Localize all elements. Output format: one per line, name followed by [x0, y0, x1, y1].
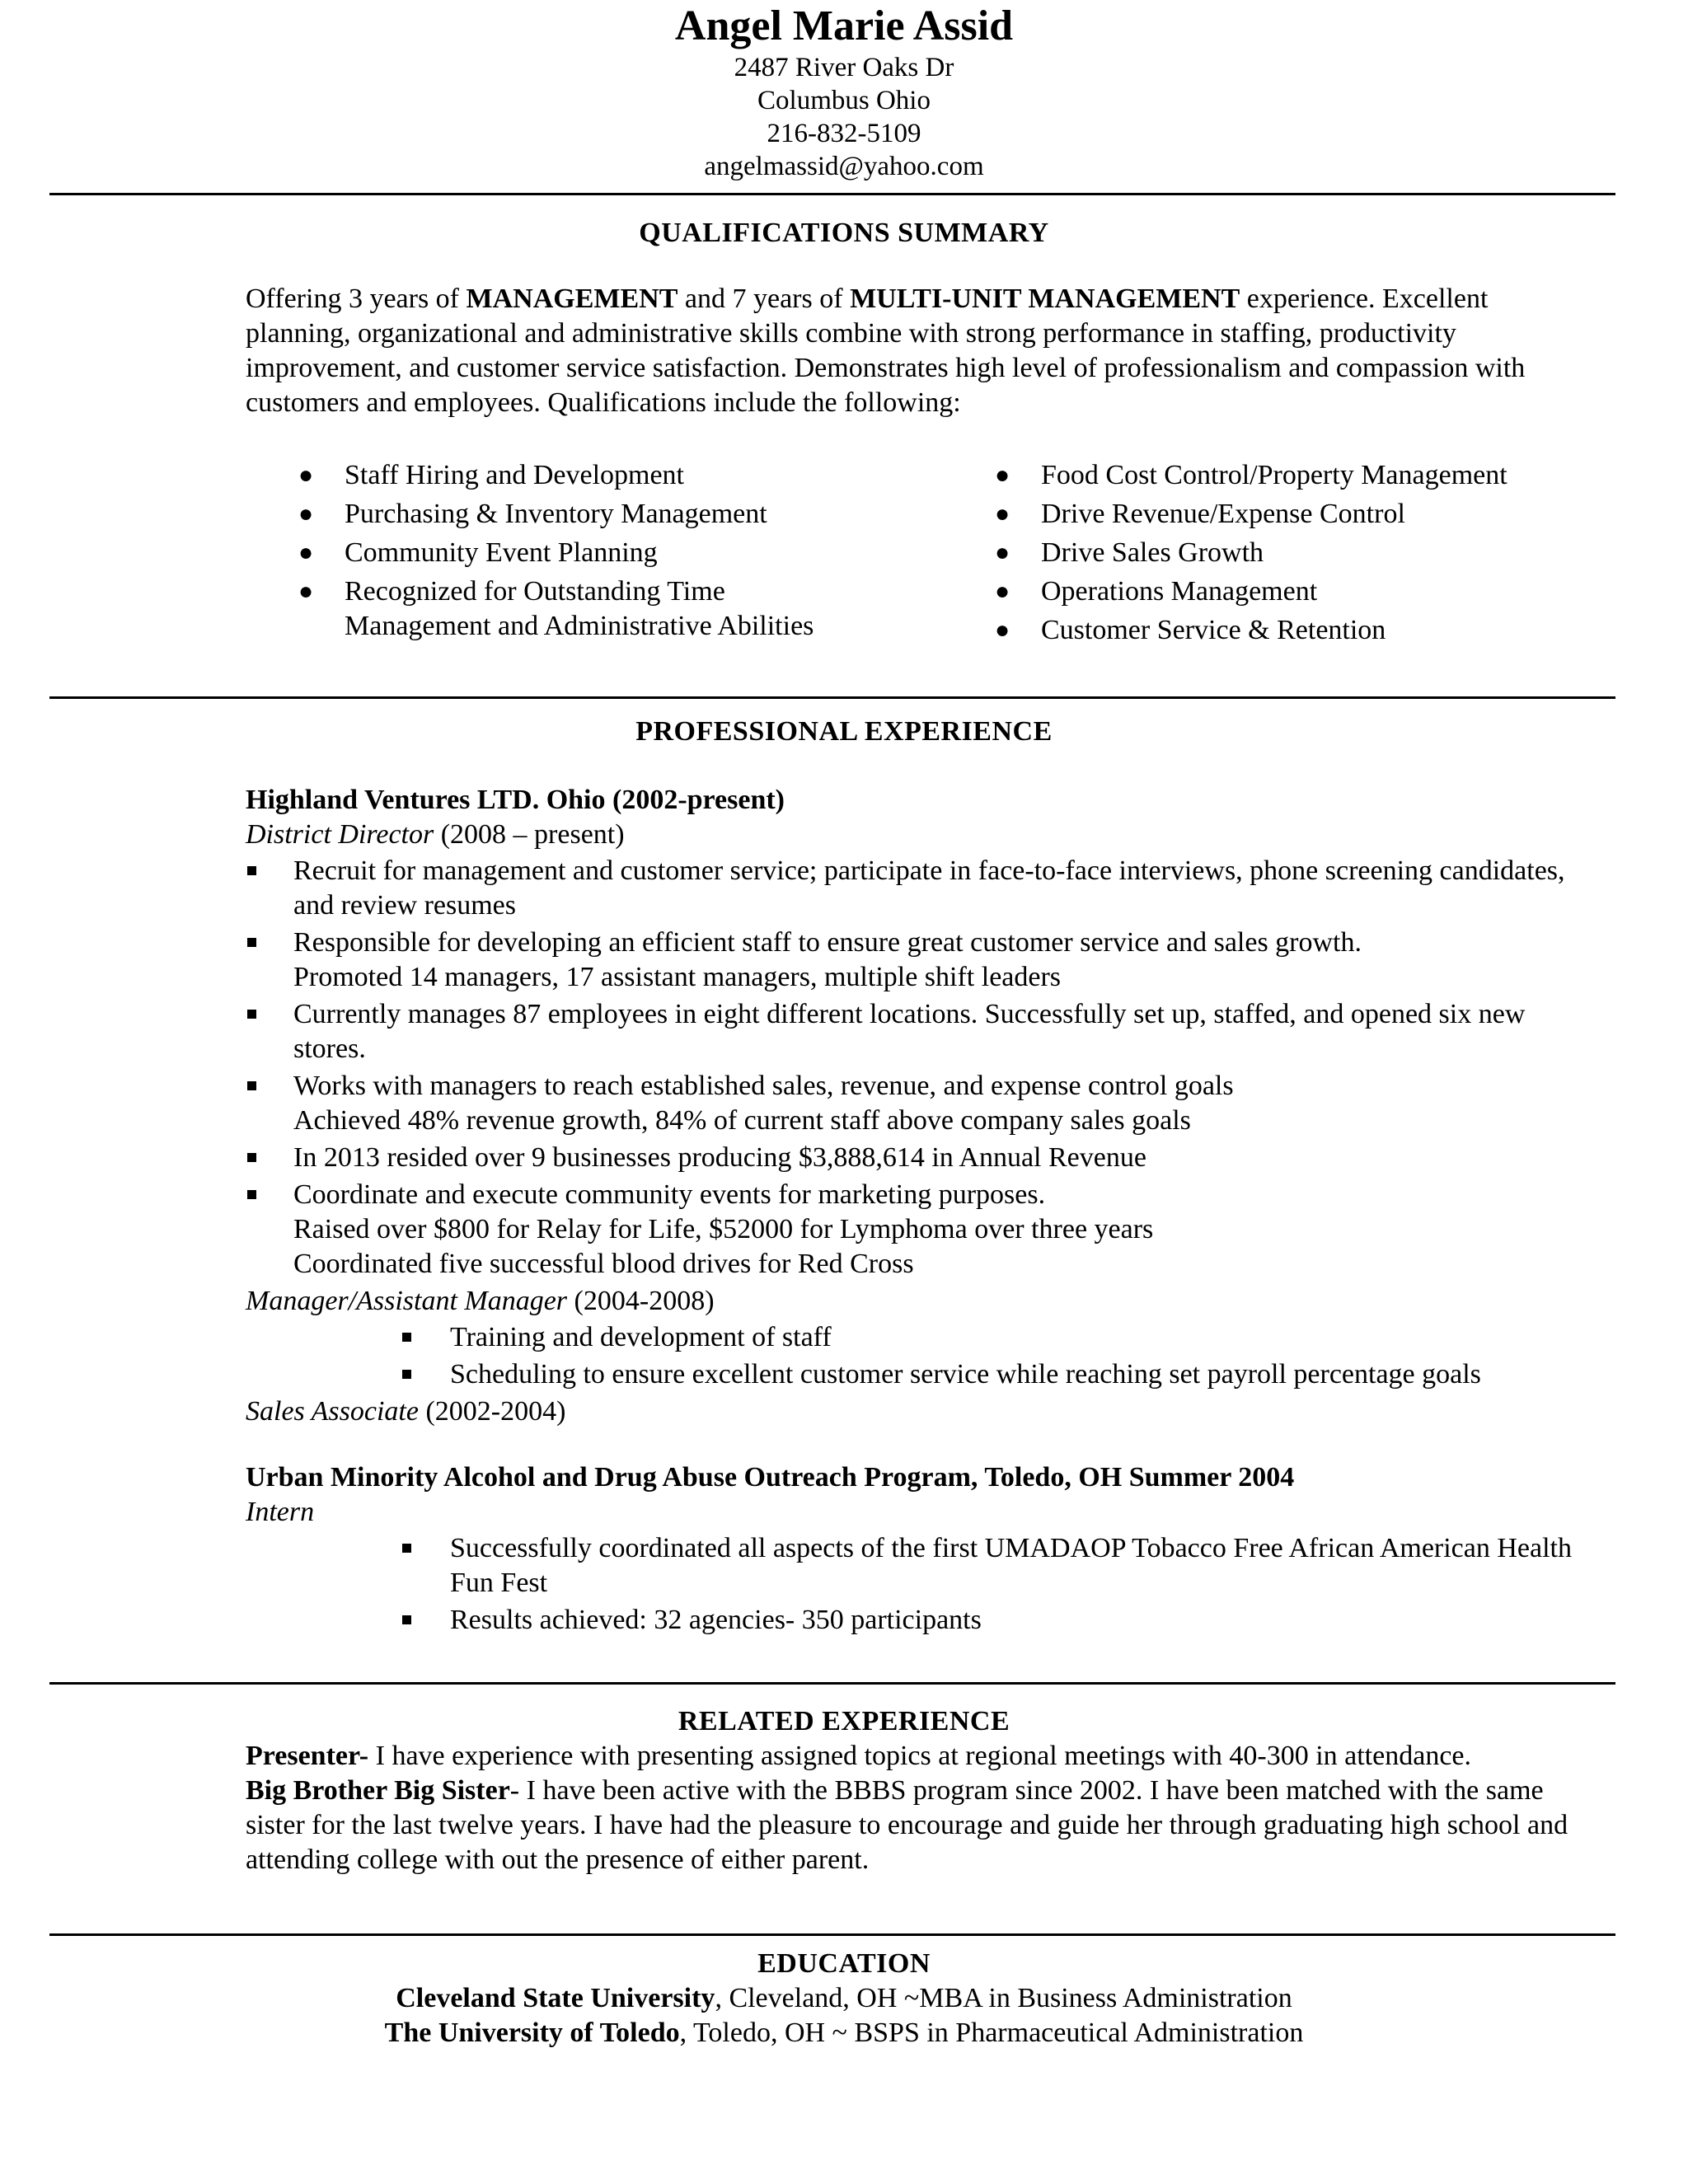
- qualifications-list-right: [990, 458, 1616, 652]
- bullet-line: Responsible for developing an efficient staff to ensure great customer service and sales growth.: [293, 927, 1362, 958]
- list-item: [246, 1320, 1581, 1355]
- role-dates: (2002-2004): [418, 1396, 566, 1427]
- bullet-icon: ●: [994, 500, 1010, 527]
- list-item-text: Community Event Planning: [345, 537, 658, 568]
- square-bullet-icon: [247, 1153, 256, 1162]
- bullet-line: Coordinated five successful blood drives for Red Cross: [293, 1249, 914, 1279]
- school-detail: , Toledo, OH ~ BSPS in Pharmaceutical Administration: [679, 2018, 1304, 2048]
- bullet-icon: ●: [298, 578, 314, 605]
- bullet-line: Recruit for management and customer service; participate in face-to-face interviews, phone screening candidates, and review resumes: [293, 855, 1565, 921]
- role-title: Manager/Assistant Manager: [246, 1286, 568, 1316]
- list-item-text: Purchasing & Inventory Management: [345, 499, 767, 529]
- list-item-text: Drive Revenue/Expense Control: [1041, 499, 1405, 529]
- list-item: [293, 574, 821, 644]
- role-title: Sales Associate: [246, 1396, 419, 1427]
- divider-rule: [49, 1682, 1615, 1685]
- related-text: I have experience with presenting assigned topics at regional meetings with 40-300 in attendance.: [368, 1741, 1471, 1771]
- related-heading: RELATED EXPERIENCE: [678, 1706, 1010, 1736]
- bullet-line: Training and development of staff: [450, 1322, 832, 1352]
- list-item: [990, 613, 1616, 648]
- list-item-text: Drive Sales Growth: [1041, 537, 1264, 568]
- bullet-line: Achieved 48% revenue growth, 84% of current staff above company sales goals: [293, 1105, 1191, 1136]
- role-dates: (2008 – present): [434, 819, 625, 850]
- contact-header: [0, 0, 1688, 183]
- education-section: [0, 1947, 1688, 2050]
- bullet-line: Scheduling to ensure excellent customer service while reaching set payroll percentage goals: [450, 1359, 1481, 1390]
- school-detail: , Cleveland, OH ~MBA in Business Administration: [715, 1983, 1292, 2013]
- list-item: [293, 536, 821, 570]
- list-item: [293, 497, 821, 532]
- bullet-icon: ●: [298, 500, 314, 527]
- list-item: [990, 574, 1616, 609]
- related-label: Presenter-: [246, 1741, 369, 1771]
- role-bullets: [246, 1531, 1581, 1638]
- square-bullet-icon: [247, 1010, 256, 1019]
- job-role: [246, 1284, 1581, 1319]
- bullet-icon: ●: [994, 462, 1010, 489]
- email-address: angelmassid@yahoo.com: [704, 152, 984, 181]
- list-item: [990, 458, 1616, 493]
- school-name: Cleveland State University: [396, 1983, 715, 2013]
- summary-text: experience. Excellent planning, organizational and administrative skills combine with strong performance in staffing, productivity improvement, and customer service satisfaction. Demonstrates high level of professionalism and compassion with customers and employees. Qualifications include the following:: [246, 284, 1526, 418]
- job-company: Highland Ventures LTD. Ohio (2002-present): [246, 785, 785, 815]
- list-item-text: Staff Hiring and Development: [345, 460, 685, 490]
- list-item-text: Food Cost Control/Property Management: [1041, 460, 1507, 490]
- summary-text: and 7 years of: [678, 284, 851, 314]
- related-item: [246, 1774, 1581, 1877]
- list-item-text: Customer Service & Retention: [1041, 615, 1386, 645]
- applicant-name: Angel Marie Assid: [674, 2, 1014, 49]
- divider-rule: [49, 1933, 1615, 1936]
- bullet-icon: ●: [298, 462, 314, 489]
- list-item: [293, 458, 821, 493]
- education-entry: [0, 2016, 1688, 2050]
- list-item: [246, 1069, 1581, 1138]
- list-item: [246, 854, 1581, 923]
- related-text: - I have been active with the BBBS program since 2002. I have been matched with the same sister for the last twelve years. I have had the pleasure to encourage and guide her through graduating high school and attending college with out the presence of either parent.: [246, 1775, 1568, 1875]
- square-bullet-icon: [247, 1190, 256, 1199]
- job-role: [246, 818, 1581, 852]
- qualifications-list-left: [293, 458, 821, 648]
- list-item: [246, 1531, 1581, 1601]
- bullet-icon: ●: [994, 578, 1010, 605]
- role-bullets: [246, 1320, 1581, 1392]
- role-bullets: [246, 854, 1581, 1282]
- summary-emphasis: MULTI-UNIT MANAGEMENT: [850, 284, 1240, 314]
- bullet-line: Coordinate and execute community events for marketing purposes.: [293, 1179, 1046, 1210]
- square-bullet-icon: [247, 1081, 256, 1090]
- square-bullet-icon: [402, 1615, 411, 1624]
- list-item: [246, 997, 1581, 1066]
- role-title: Intern: [246, 1497, 315, 1527]
- job-role: [246, 1394, 1581, 1429]
- qualifications-summary: [246, 282, 1581, 420]
- bullet-line: Promoted 14 managers, 17 assistant managers, multiple shift leaders: [293, 962, 1062, 992]
- bullet-line: In 2013 resided over 9 businesses producing $3,888,614 in Annual Revenue: [293, 1142, 1146, 1173]
- bullet-icon: ●: [994, 539, 1010, 566]
- list-item: [246, 926, 1581, 995]
- bullet-line: Works with managers to reach established sales, revenue, and expense control goals: [293, 1071, 1234, 1101]
- list-item: [246, 1357, 1581, 1392]
- square-bullet-icon: [402, 1333, 411, 1342]
- summary-text: Offering 3 years of: [246, 284, 467, 314]
- list-item: [990, 497, 1616, 532]
- bullet-line: Currently manages 87 employees in eight different locations. Successfully set up, staffed, and opened six new stores.: [293, 999, 1526, 1064]
- experience-section: [246, 783, 1581, 1640]
- related-label: Big Brother Big Sister: [246, 1775, 510, 1806]
- square-bullet-icon: [247, 938, 256, 947]
- bullet-icon: ●: [994, 616, 1010, 644]
- street-address: 2487 River Oaks Dr: [734, 53, 954, 82]
- role-title: District Director: [246, 819, 434, 850]
- divider-rule: [49, 193, 1615, 195]
- bullet-icon: ●: [298, 539, 314, 566]
- city-state: Columbus Ohio: [757, 86, 931, 115]
- education-entry: [0, 1981, 1688, 2016]
- list-item: [990, 536, 1616, 570]
- divider-rule: [49, 696, 1615, 699]
- related-item: [246, 1739, 1581, 1774]
- phone-number: 216-832-5109: [767, 119, 921, 148]
- experience-heading: PROFESSIONAL EXPERIENCE: [635, 716, 1053, 747]
- list-item: [246, 1141, 1581, 1175]
- job-company: Urban Minority Alcohol and Drug Abuse Outreach Program, Toledo, OH Summer 2004: [246, 1462, 1295, 1493]
- education-heading: EDUCATION: [757, 1948, 931, 1979]
- bullet-line: Results achieved: 32 agencies- 350 participants: [450, 1605, 982, 1635]
- list-item-text: Recognized for Outstanding Time Management and Administrative Abilities: [345, 576, 814, 641]
- role-dates: (2004-2008): [567, 1286, 715, 1316]
- square-bullet-icon: [402, 1370, 411, 1379]
- list-item: [246, 1603, 1581, 1638]
- square-bullet-icon: [247, 866, 256, 875]
- bullet-line: Successfully coordinated all aspects of the first UMADAOP Tobacco Free African American Health Fun Fest: [450, 1533, 1572, 1598]
- bullet-line: Raised over $800 for Relay for Life, $52000 for Lymphoma over three years: [293, 1214, 1154, 1244]
- job-role: [246, 1495, 1581, 1530]
- list-item: [246, 1178, 1581, 1282]
- square-bullet-icon: [402, 1544, 411, 1553]
- related-section: [246, 1739, 1581, 1877]
- summary-emphasis: MANAGEMENT: [466, 284, 678, 314]
- list-item-text: Operations Management: [1041, 576, 1318, 607]
- qualifications-heading: QUALIFICATIONS SUMMARY: [639, 218, 1049, 248]
- school-name: The University of Toledo: [384, 2018, 680, 2048]
